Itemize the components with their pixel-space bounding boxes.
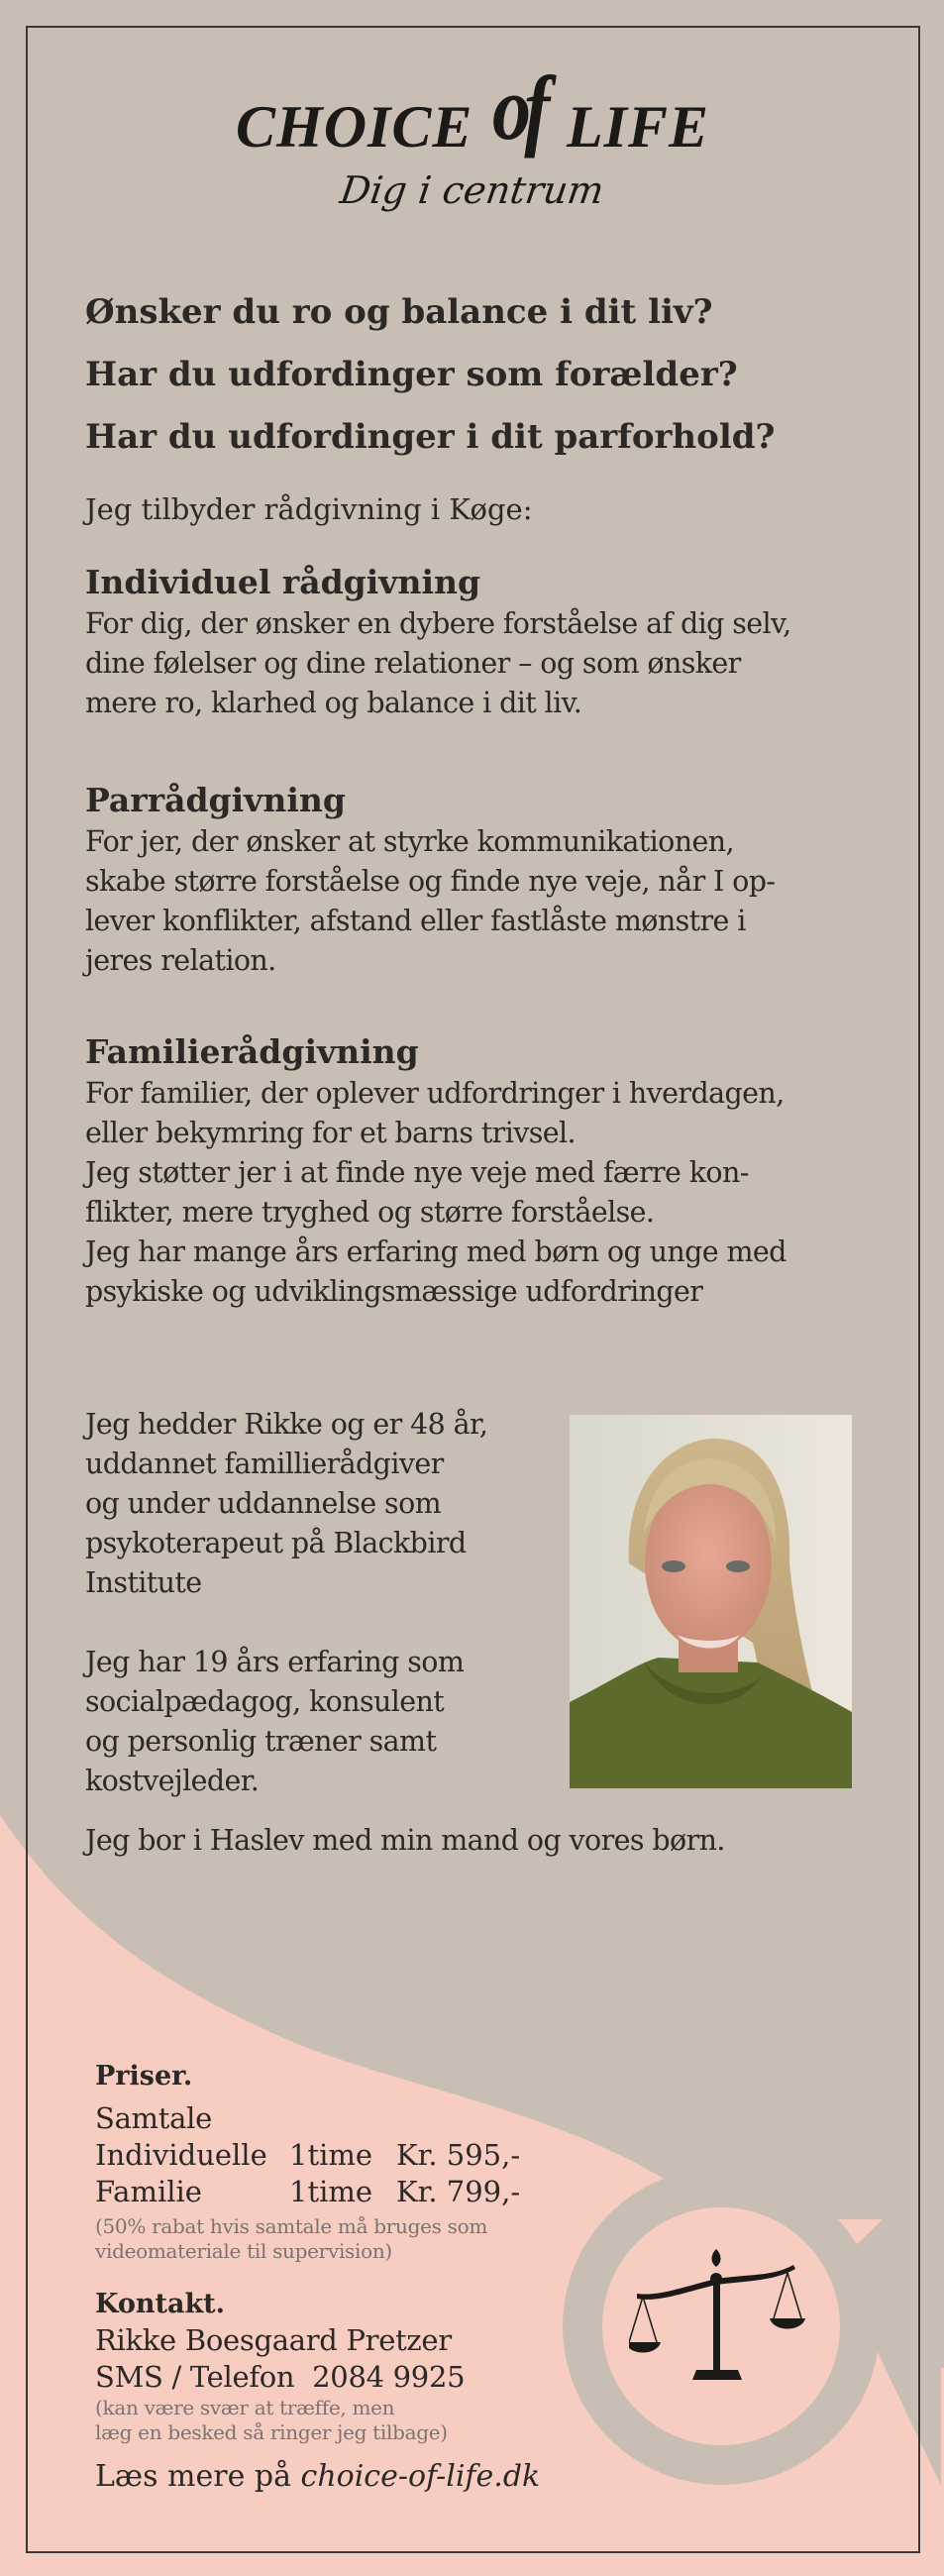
intro-questions	[85, 281, 775, 469]
logo-tagline: Dig i centrum	[337, 168, 607, 212]
service-line: jeres relation.	[85, 944, 276, 977]
contact-phone-line	[95, 2359, 465, 2396]
bio	[85, 1405, 561, 1841]
intro-question: Har du udfordinger i dit parforhold?	[85, 417, 776, 457]
price-amount: Kr. 799,-	[396, 2175, 521, 2208]
bio-line: kostvejleder.	[85, 1765, 260, 1797]
bio-line: og personlig træner samt	[85, 1725, 437, 1758]
price-type: Familie	[95, 2175, 202, 2208]
logo	[0, 57, 944, 220]
bio-paragraph-1	[85, 1405, 561, 1603]
service-line: skabe større forståelse og finde nye veje, når I op-	[85, 865, 776, 898]
service-line: For familier, der oplever udfordringer i hverdagen,	[85, 1077, 785, 1110]
contact-section	[95, 2287, 465, 2445]
contact-phone-number[interactable]: 2084 9925	[312, 2360, 466, 2394]
bio-line: uddannet famillierådgiver	[85, 1448, 444, 1480]
price-duration: 1time	[289, 2175, 373, 2208]
bio-line: psykoterapeut på Blackbird	[85, 1527, 467, 1559]
price-row	[95, 2174, 520, 2210]
portrait-photo	[570, 1415, 852, 1788]
service-couples	[85, 779, 878, 981]
logo-word-life: LIFE	[567, 94, 710, 160]
intro-question: Har du udfordinger som forælder?	[85, 355, 738, 394]
service-line: Jeg støtter jer i at finde nye veje med færre kon-	[85, 1156, 749, 1189]
price-amount: Kr. 595,-	[396, 2138, 521, 2172]
service-line: flikter, mere tryghed og større forståelse.	[85, 1196, 655, 1229]
bio-line: og under uddannelse som	[85, 1487, 442, 1520]
price-row	[95, 2137, 520, 2174]
contact-phone-label: SMS / Telefon	[95, 2360, 295, 2394]
prices-title: Priser.	[95, 2061, 193, 2092]
service-line: lever konflikter, afstand eller fastlåste mønstre i	[85, 905, 746, 937]
service-title: Familierådgivning	[85, 1032, 419, 1071]
contact-note: læg en besked så ringer jeg tilbage)	[95, 2420, 448, 2444]
contact-name: Rikke Boesgaard Pretzer	[95, 2323, 452, 2357]
website-link[interactable]: choice-of-life.dk	[300, 2459, 541, 2494]
service-line: psykiske og udviklingsmæssige udfordringer	[85, 1275, 703, 1308]
service-line: For jer, der ønsker at styrke kommunikationen,	[85, 825, 734, 858]
prices-subtitle: Samtale	[95, 2101, 212, 2135]
read-more-prefix: Læs mere på	[95, 2459, 291, 2494]
service-line: mere ro, klarhed og balance i dit liv.	[85, 687, 582, 719]
service-individual	[85, 561, 878, 723]
service-line: eller bekymring for et barns trivsel.	[85, 1117, 576, 1149]
service-title: Individuel rådgivning	[85, 563, 481, 601]
service-line: For dig, der ønsker en dybere forståelse af dig selv,	[85, 607, 791, 640]
contact-note: (kan være svær at træffe, men	[95, 2396, 395, 2419]
service-family	[85, 1030, 878, 1312]
bio-line: socialpædagog, konsulent	[85, 1685, 445, 1718]
price-type: Individuelle	[95, 2138, 267, 2172]
contact-title: Kontakt.	[95, 2289, 226, 2319]
bio-line: Jeg hedder Rikke og er 48 år,	[85, 1408, 488, 1441]
prices-section	[95, 2059, 520, 2264]
bio-line: Jeg har 19 års erfaring som	[85, 1646, 465, 1678]
home-text: Jeg bor i Haslev med min mand og vores børn.	[85, 1824, 725, 1857]
bio-paragraph-2	[85, 1643, 561, 1801]
service-line: dine følelser og dine relationer – og som ønsker	[85, 647, 741, 680]
prices-note: (50% rabat hvis samtale må bruges som	[95, 2214, 488, 2238]
logo-word-of: of	[492, 57, 544, 159]
service-line: Jeg har mange års erfaring med børn og unge med	[85, 1235, 787, 1268]
offer-text: Jeg tilbyder rådgivning i Køge:	[85, 492, 533, 526]
logo-word-choice: CHOICE	[236, 94, 473, 160]
price-duration: 1time	[289, 2138, 373, 2172]
prices-note: videomateriale til supervision)	[95, 2239, 392, 2263]
read-more	[95, 2457, 540, 2497]
scales-of-justice-icon	[629, 2249, 807, 2388]
bio-line: Institute	[85, 1566, 202, 1599]
service-title: Parrådgivning	[85, 781, 346, 819]
intro-question: Ønsker du ro og balance i dit liv?	[85, 292, 713, 332]
